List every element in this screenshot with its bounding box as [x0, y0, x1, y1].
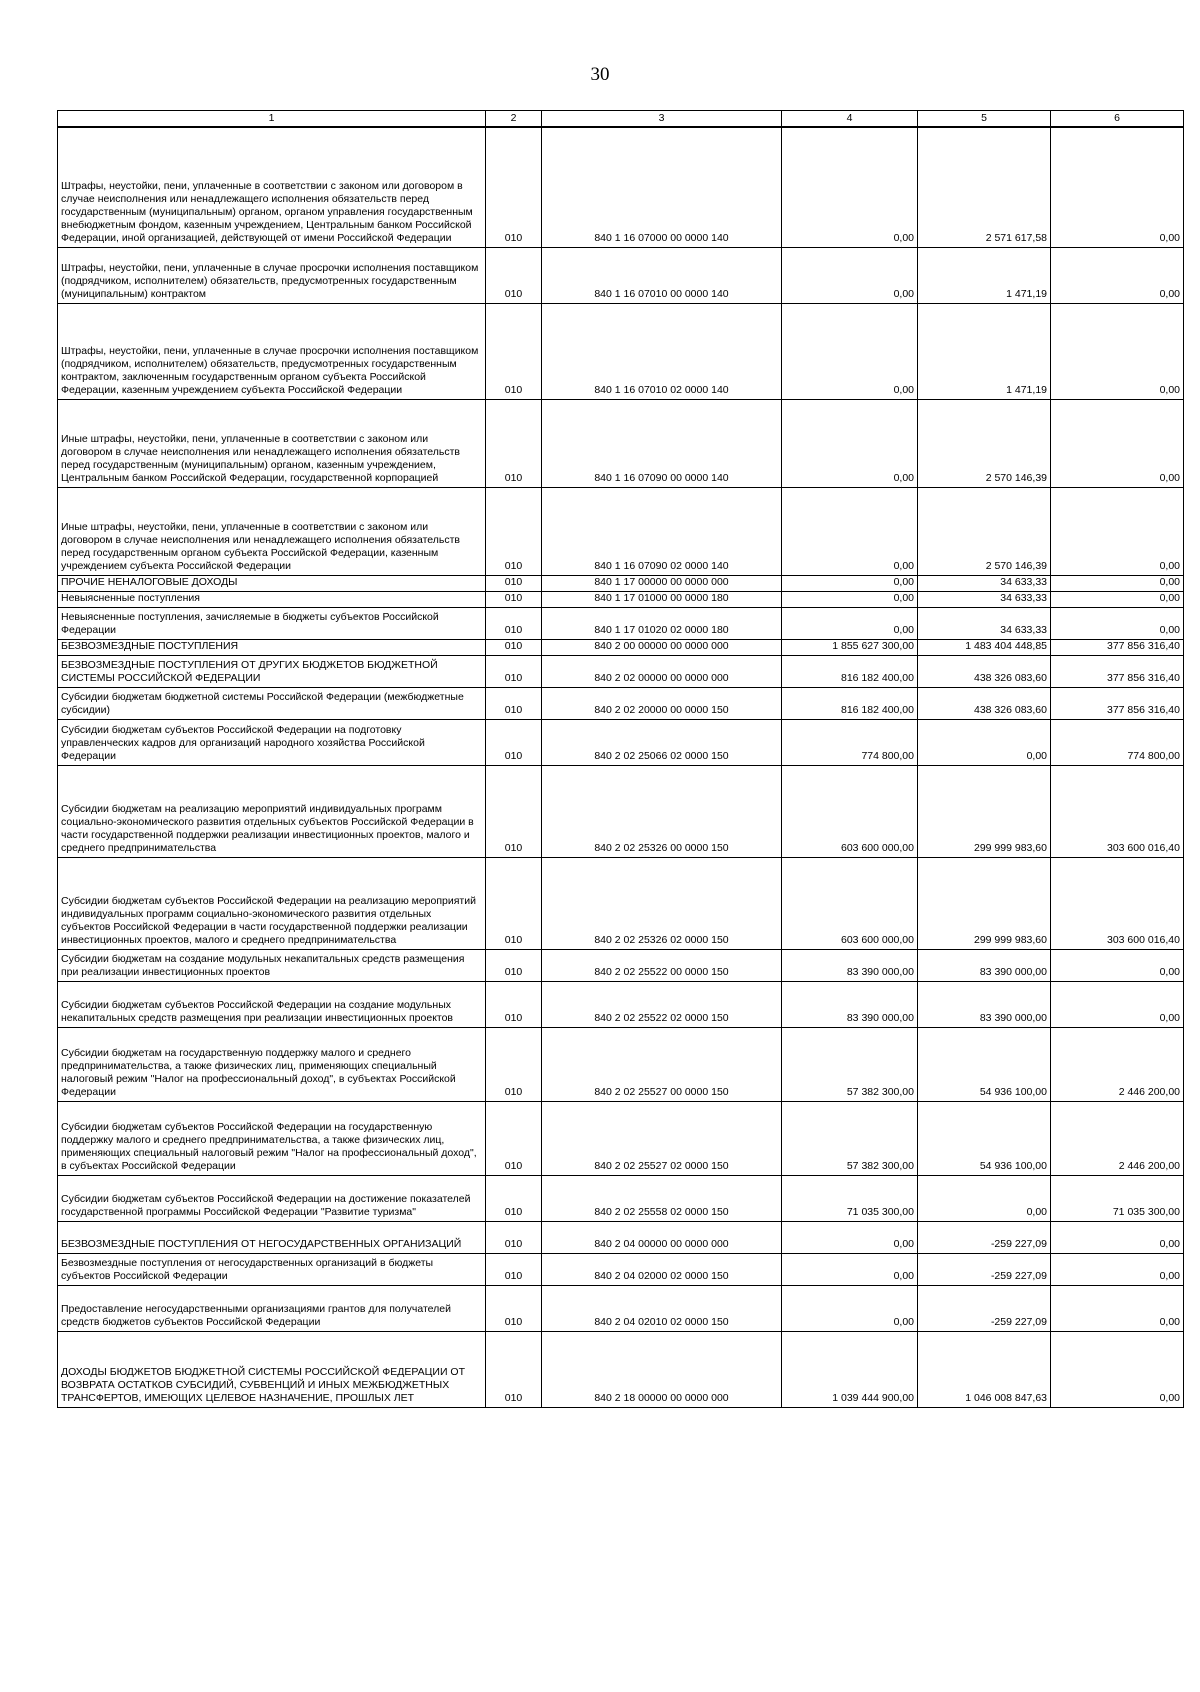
row-value-col5: 1 471,19 — [918, 303, 1051, 399]
column-header: 6 — [1051, 111, 1184, 128]
row-value-col6: 2 446 200,00 — [1051, 1101, 1184, 1175]
row-line-code: 010 — [486, 1253, 542, 1285]
row-value-col4: 603 600 000,00 — [782, 765, 918, 857]
row-value-col6: 0,00 — [1051, 247, 1184, 303]
table-row — [58, 857, 1184, 949]
row-value-col6: 774 800,00 — [1051, 719, 1184, 765]
row-line-code: 010 — [486, 1027, 542, 1101]
row-budget-code: 840 1 16 07010 02 0000 140 — [542, 303, 782, 399]
row-value-col5: 34 633,33 — [918, 591, 1051, 607]
table-row — [58, 1285, 1184, 1331]
row-line-code: 010 — [486, 591, 542, 607]
row-value-col6: 2 446 200,00 — [1051, 1027, 1184, 1101]
row-line-code: 010 — [486, 857, 542, 949]
table-row — [58, 687, 1184, 719]
row-budget-code: 840 2 02 25522 02 0000 150 — [542, 981, 782, 1027]
row-value-col4: 83 390 000,00 — [782, 949, 918, 981]
row-value-col4: 71 035 300,00 — [782, 1175, 918, 1221]
row-budget-code: 840 1 17 00000 00 0000 000 — [542, 575, 782, 591]
table-row — [58, 1027, 1184, 1101]
row-value-col4: 774 800,00 — [782, 719, 918, 765]
row-value-col6: 0,00 — [1051, 981, 1184, 1027]
table-row — [58, 575, 1184, 591]
row-value-col5: 299 999 983,60 — [918, 857, 1051, 949]
row-line-code: 010 — [486, 607, 542, 639]
row-value-col5: 2 570 146,39 — [918, 487, 1051, 575]
column-header: 4 — [782, 111, 918, 128]
table-row — [58, 1331, 1184, 1407]
row-line-code: 010 — [486, 399, 542, 487]
row-line-code: 010 — [486, 303, 542, 399]
row-value-col4: 0,00 — [782, 1253, 918, 1285]
row-value-col5: 2 570 146,39 — [918, 399, 1051, 487]
table-row — [58, 1175, 1184, 1221]
row-description: Штрафы, неустойки, пени, уплаченные в соответствии с законом или договором в случае неисполнения или ненадлежащего исполнения обязательств перед государственным (муниципальным) органом, органом управления государственным внебюджетным фондом, казенным учреждением, Центральным банком Российской Федерации, иной организацией, действующей от имени Российской Федерации — [58, 127, 486, 247]
row-value-col5: 0,00 — [918, 1175, 1051, 1221]
table-row — [58, 639, 1184, 655]
row-value-col6: 0,00 — [1051, 591, 1184, 607]
row-value-col6: 377 856 316,40 — [1051, 655, 1184, 687]
row-line-code: 010 — [486, 1175, 542, 1221]
row-budget-code: 840 1 16 07090 00 0000 140 — [542, 399, 782, 487]
column-header: 3 — [542, 111, 782, 128]
row-line-code: 010 — [486, 1285, 542, 1331]
row-description: ДОХОДЫ БЮДЖЕТОВ БЮДЖЕТНОЙ СИСТЕМЫ РОССИЙСКОЙ ФЕДЕРАЦИИ ОТ ВОЗВРАТА ОСТАТКОВ СУБСИДИЙ, СУБВЕНЦИЙ И ИНЫХ МЕЖБЮДЖЕТНЫХ ТРАНСФЕРТОВ, ИМЕЮЩИХ ЦЕЛЕВОЕ НАЗНАЧЕНИЕ, ПРОШЛЫХ ЛЕТ — [58, 1331, 486, 1407]
column-header: 1 — [58, 111, 486, 128]
row-value-col5: 438 326 083,60 — [918, 655, 1051, 687]
row-value-col5: 299 999 983,60 — [918, 765, 1051, 857]
row-value-col5: 54 936 100,00 — [918, 1101, 1051, 1175]
row-value-col4: 57 382 300,00 — [782, 1027, 918, 1101]
table-row — [58, 607, 1184, 639]
row-budget-code: 840 2 04 02010 02 0000 150 — [542, 1285, 782, 1331]
row-description: Невыясненные поступления — [58, 591, 486, 607]
row-value-col6: 0,00 — [1051, 1221, 1184, 1253]
row-value-col5: -259 227,09 — [918, 1221, 1051, 1253]
row-line-code: 010 — [486, 1221, 542, 1253]
row-line-code: 010 — [486, 487, 542, 575]
row-budget-code: 840 1 16 07010 00 0000 140 — [542, 247, 782, 303]
row-value-col4: 57 382 300,00 — [782, 1101, 918, 1175]
table-row — [58, 303, 1184, 399]
row-value-col4: 0,00 — [782, 1285, 918, 1331]
row-description: Субсидии бюджетам субъектов Российской Федерации на создание модульных некапитальных средств размещения при реализации инвестиционных проектов — [58, 981, 486, 1027]
row-value-col4: 1 039 444 900,00 — [782, 1331, 918, 1407]
row-description: БЕЗВОЗМЕЗДНЫЕ ПОСТУПЛЕНИЯ ОТ ДРУГИХ БЮДЖЕТОВ БЮДЖЕТНОЙ СИСТЕМЫ РОССИЙСКОЙ ФЕДЕРАЦИИ — [58, 655, 486, 687]
row-value-col5: 1 471,19 — [918, 247, 1051, 303]
row-value-col4: 83 390 000,00 — [782, 981, 918, 1027]
table-row — [58, 127, 1184, 247]
row-value-col6: 0,00 — [1051, 303, 1184, 399]
row-value-col4: 0,00 — [782, 591, 918, 607]
table-row — [58, 1221, 1184, 1253]
row-description: Иные штрафы, неустойки, пени, уплаченные в соответствии с законом или договором в случае неисполнения или ненадлежащего исполнения обязательств перед государственным (муниципальным) органом, казенным учреждением, Центральным банком Российской Федерации, государственной корпорацией — [58, 399, 486, 487]
row-line-code: 010 — [486, 655, 542, 687]
row-value-col4: 816 182 400,00 — [782, 687, 918, 719]
row-line-code: 010 — [486, 981, 542, 1027]
row-value-col4: 1 855 627 300,00 — [782, 639, 918, 655]
row-value-col4: 816 182 400,00 — [782, 655, 918, 687]
table-row — [58, 949, 1184, 981]
row-line-code: 010 — [486, 247, 542, 303]
table-row — [58, 1253, 1184, 1285]
row-value-col6: 0,00 — [1051, 1331, 1184, 1407]
row-value-col6: 303 600 016,40 — [1051, 765, 1184, 857]
row-budget-code: 840 2 04 02000 02 0000 150 — [542, 1253, 782, 1285]
row-description: Предоставление негосударственными организациями грантов для получателей средств бюджетов субъектов Российской Федерации — [58, 1285, 486, 1331]
row-value-col6: 0,00 — [1051, 127, 1184, 247]
row-description: Штрафы, неустойки, пени, уплаченные в случае просрочки исполнения поставщиком (подрядчиком, исполнителем) обязательств, предусмотренных государственным (муниципальным) контрактом — [58, 247, 486, 303]
row-line-code: 010 — [486, 575, 542, 591]
row-value-col6: 0,00 — [1051, 487, 1184, 575]
row-description: Штрафы, неустойки, пени, уплаченные в случае просрочки исполнения поставщиком (подрядчиком, исполнителем) обязательств, предусмотренных государственным контрактом, заключенным государственным органом субъекта Российской Федерации, казенным учреждением субъекта Российской Федерации — [58, 303, 486, 399]
row-value-col4: 0,00 — [782, 487, 918, 575]
table-row — [58, 399, 1184, 487]
row-budget-code: 840 2 00 00000 00 0000 000 — [542, 639, 782, 655]
table-row — [58, 247, 1184, 303]
row-line-code: 010 — [486, 687, 542, 719]
table-row — [58, 655, 1184, 687]
row-budget-code: 840 2 02 25527 02 0000 150 — [542, 1101, 782, 1175]
row-description: Субсидии бюджетам на реализацию мероприятий индивидуальных программ социально-экономического развития отдельных субъектов Российской Федерации в части государственной поддержки реализации инвестиционных проектов, малого и среднего предпринимательства — [58, 765, 486, 857]
row-description: Субсидии бюджетам бюджетной системы Российской Федерации (межбюджетные субсидии) — [58, 687, 486, 719]
row-description: Субсидии бюджетам субъектов Российской Федерации на реализацию мероприятий индивидуальных программ социально-экономического развития отдельных субъектов Российской Федерации в части государственной поддержки реализации инвестиционных проектов, малого и среднего предпринимательства — [58, 857, 486, 949]
row-value-col4: 0,00 — [782, 399, 918, 487]
row-budget-code: 840 2 02 25066 02 0000 150 — [542, 719, 782, 765]
table-row — [58, 719, 1184, 765]
row-value-col4: 0,00 — [782, 127, 918, 247]
row-budget-code: 840 1 17 01020 02 0000 180 — [542, 607, 782, 639]
row-line-code: 010 — [486, 765, 542, 857]
row-line-code: 010 — [486, 639, 542, 655]
row-line-code: 010 — [486, 949, 542, 981]
row-value-col6: 377 856 316,40 — [1051, 639, 1184, 655]
row-budget-code: 840 2 02 25558 02 0000 150 — [542, 1175, 782, 1221]
row-value-col5: -259 227,09 — [918, 1253, 1051, 1285]
row-value-col5: 0,00 — [918, 719, 1051, 765]
row-value-col5: 1 483 404 448,85 — [918, 639, 1051, 655]
row-value-col6: 0,00 — [1051, 1253, 1184, 1285]
row-value-col5: 34 633,33 — [918, 575, 1051, 591]
row-budget-code: 840 2 02 25326 02 0000 150 — [542, 857, 782, 949]
table-row — [58, 981, 1184, 1027]
row-value-col5: 83 390 000,00 — [918, 949, 1051, 981]
row-budget-code: 840 2 02 25326 00 0000 150 — [542, 765, 782, 857]
row-description: Невыясненные поступления, зачисляемые в бюджеты субъектов Российской Федерации — [58, 607, 486, 639]
page-number: 30 — [590, 64, 610, 85]
row-description: БЕЗВОЗМЕЗДНЫЕ ПОСТУПЛЕНИЯ ОТ НЕГОСУДАРСТВЕННЫХ ОРГАНИЗАЦИЙ — [58, 1221, 486, 1253]
row-description: Иные штрафы, неустойки, пени, уплаченные в соответствии с законом или договором в случае неисполнения или ненадлежащего исполнения обязательств перед государственным органом субъекта Российской Федерации, казенным учреждением субъекта Российской Федерации — [58, 487, 486, 575]
row-budget-code: 840 2 18 00000 00 0000 000 — [542, 1331, 782, 1407]
row-description: Субсидии бюджетам субъектов Российской Федерации на государственную поддержку малого и среднего предпринимательства, а также физических лиц, применяющих специальный налоговый режим "Налог на профессиональный доход", в субъектах Российской Федерации — [58, 1101, 486, 1175]
row-budget-code: 840 2 02 20000 00 0000 150 — [542, 687, 782, 719]
row-value-col5: 83 390 000,00 — [918, 981, 1051, 1027]
row-description: Субсидии бюджетам на государственную поддержку малого и среднего предпринимательства, а также физических лиц, применяющих специальный налоговый режим "Налог на профессиональный доход", в субъектах Российской Федерации — [58, 1027, 486, 1101]
row-description: Субсидии бюджетам субъектов Российской Федерации на подготовку управленческих кадров для организаций народного хозяйства Российской Федерации — [58, 719, 486, 765]
row-description: Субсидии бюджетам на создание модульных некапитальных средств размещения при реализации инвестиционных проектов — [58, 949, 486, 981]
row-description: Безвозмездные поступления от негосударственных организаций в бюджеты субъектов Российской Федерации — [58, 1253, 486, 1285]
row-value-col4: 0,00 — [782, 607, 918, 639]
row-value-col5: 438 326 083,60 — [918, 687, 1051, 719]
row-value-col6: 0,00 — [1051, 575, 1184, 591]
row-budget-code: 840 2 02 00000 00 0000 000 — [542, 655, 782, 687]
row-value-col4: 0,00 — [782, 1221, 918, 1253]
row-line-code: 010 — [486, 1101, 542, 1175]
row-value-col5: 54 936 100,00 — [918, 1027, 1051, 1101]
row-description: ПРОЧИЕ НЕНАЛОГОВЫЕ ДОХОДЫ — [58, 575, 486, 591]
row-value-col6: 0,00 — [1051, 399, 1184, 487]
row-value-col4: 603 600 000,00 — [782, 857, 918, 949]
table-row — [58, 1101, 1184, 1175]
row-line-code: 010 — [486, 127, 542, 247]
row-value-col4: 0,00 — [782, 303, 918, 399]
table-row — [58, 487, 1184, 575]
row-value-col5: 2 571 617,58 — [918, 127, 1051, 247]
row-line-code: 010 — [486, 1331, 542, 1407]
row-budget-code: 840 2 02 25527 00 0000 150 — [542, 1027, 782, 1101]
row-budget-code: 840 1 16 07000 00 0000 140 — [542, 127, 782, 247]
row-budget-code: 840 2 04 00000 00 0000 000 — [542, 1221, 782, 1253]
row-value-col6: 0,00 — [1051, 607, 1184, 639]
row-value-col6: 303 600 016,40 — [1051, 857, 1184, 949]
row-value-col6: 0,00 — [1051, 1285, 1184, 1331]
row-budget-code: 840 1 16 07090 02 0000 140 — [542, 487, 782, 575]
row-value-col4: 0,00 — [782, 247, 918, 303]
row-budget-code: 840 1 17 01000 00 0000 180 — [542, 591, 782, 607]
table-row — [58, 591, 1184, 607]
row-value-col6: 71 035 300,00 — [1051, 1175, 1184, 1221]
row-value-col5: -259 227,09 — [918, 1285, 1051, 1331]
row-value-col6: 0,00 — [1051, 949, 1184, 981]
column-header: 2 — [486, 111, 542, 128]
report-table — [57, 110, 1184, 1408]
table-row — [58, 765, 1184, 857]
header-row — [58, 111, 1184, 128]
row-value-col6: 377 856 316,40 — [1051, 687, 1184, 719]
row-description: БЕЗВОЗМЕЗДНЫЕ ПОСТУПЛЕНИЯ — [58, 639, 486, 655]
row-description: Субсидии бюджетам субъектов Российской Федерации на достижение показателей государственной программы Российской Федерации "Развитие туризма" — [58, 1175, 486, 1221]
column-header: 5 — [918, 111, 1051, 128]
row-value-col5: 1 046 008 847,63 — [918, 1331, 1051, 1407]
row-value-col4: 0,00 — [782, 575, 918, 591]
row-line-code: 010 — [486, 719, 542, 765]
row-budget-code: 840 2 02 25522 00 0000 150 — [542, 949, 782, 981]
row-value-col5: 34 633,33 — [918, 607, 1051, 639]
